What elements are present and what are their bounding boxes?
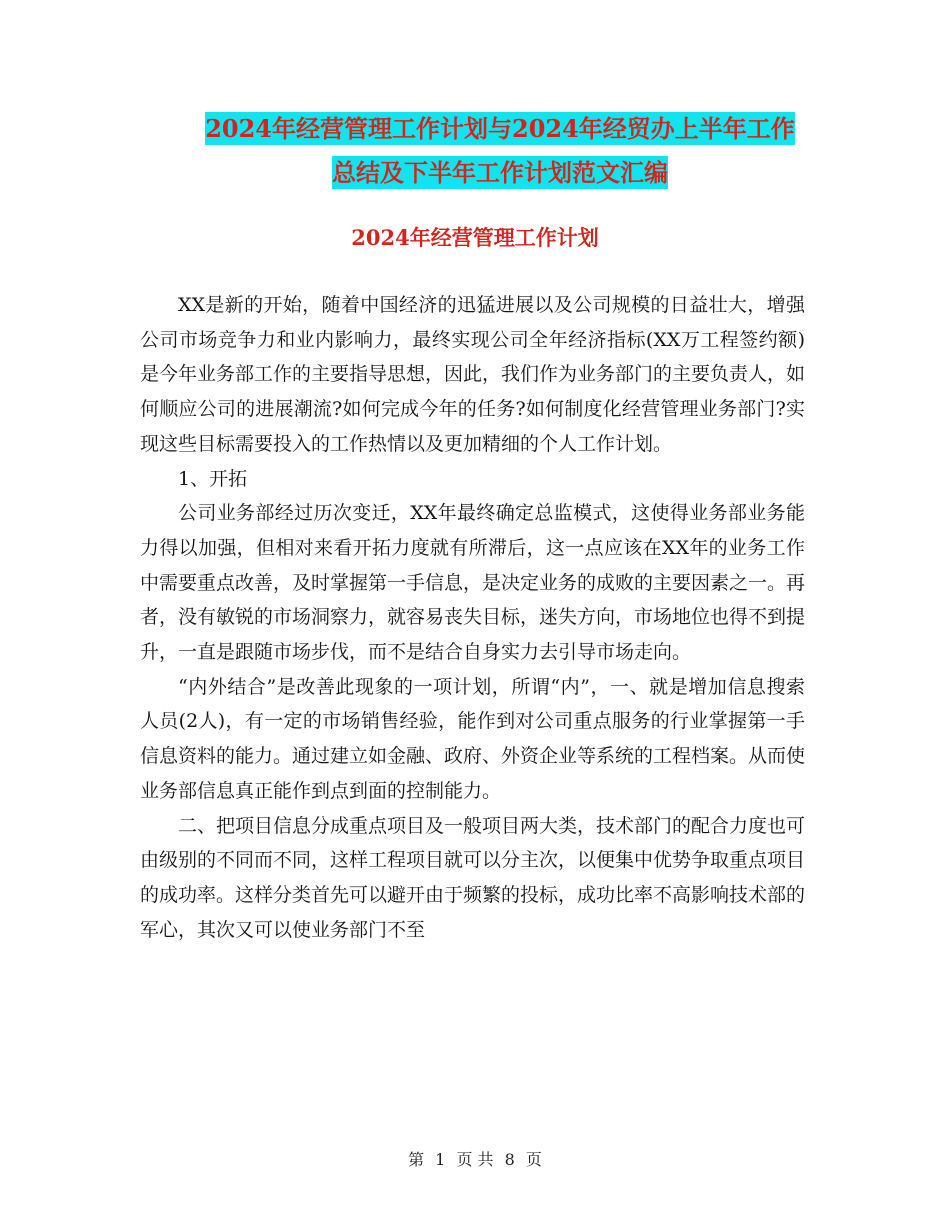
footer-page-number: 1 (435, 1150, 446, 1169)
section-title: 2024年经营管理工作计划 (351, 225, 599, 250)
paragraph-project-classification: 二、把项目信息分成重点项目及一般项目两大类，技术部门的配合力度也可由级别的不同而不同，这样工程项目就可以分主次，以便集中优势争取重点项目的成功率。这样分类首先可以避开由于频繁的投标，成功比率不高影响技术部的军心，其次又可以使业务部门不至 (140, 814, 806, 941)
paragraph-intro: XX是新的开始，随着中国经济的迅猛进展以及公司规模的日益壮大，增强公司市场竞争力和业内影响力，最终实现公司全年经济指标(XX万工程签约额)是今年业务部工作的主要指导思想，因此，我们作为业务部门的主要负责人，如何顺应公司的进展潮流?如何完成今年的任务?如何制度化经营管理业务部门?实现这些目标需要投入的工作热情以及更加精细的个人工作计划。 (140, 294, 806, 455)
paragraph-heading-expansion: 1、开拓 (178, 467, 248, 490)
footer-prefix: 第 (408, 1150, 425, 1169)
document-title-line-2: 总结及下半年工作计划范文汇编 (332, 158, 668, 187)
page-footer (0, 1147, 950, 1170)
footer-mid: 页 共 (456, 1150, 494, 1169)
document-title-line-1: 2024年经营管理工作计划与2024年经贸办上半年工作 (205, 114, 795, 143)
footer-suffix: 页 (525, 1150, 542, 1169)
paragraph-inner-outer: “内外结合”是改善此现象的一项计划，所谓“内”，一、就是增加信息搜索人员(2人)，有一定的市场销售经验，能作到对公司重点服务的行业掌握第一手信息资料的能力。通过建立如金融、政府、外资企业等系统的工程档案。从而使业务部信息真正能作到点到面的控制能力。 (140, 675, 806, 802)
paragraph-business-dept: 公司业务部经过历次变迁，XX年最终确定总监模式，这使得业务部业务能力得以加强，但相对来看开拓力度就有所滞后，这一点应该在XX年的业务工作中需要重点改善，及时掌握第一手信息，是决定业务的成败的主要因素之一。再者，没有敏锐的市场洞察力，就容易丧失目标，迷失方向，市场地位也得不到提升，一直是跟随市场步伐，而不是结合自身实力去引导市场走向。 (140, 502, 806, 664)
footer-total-pages: 8 (504, 1150, 515, 1169)
document-body (140, 288, 805, 947)
